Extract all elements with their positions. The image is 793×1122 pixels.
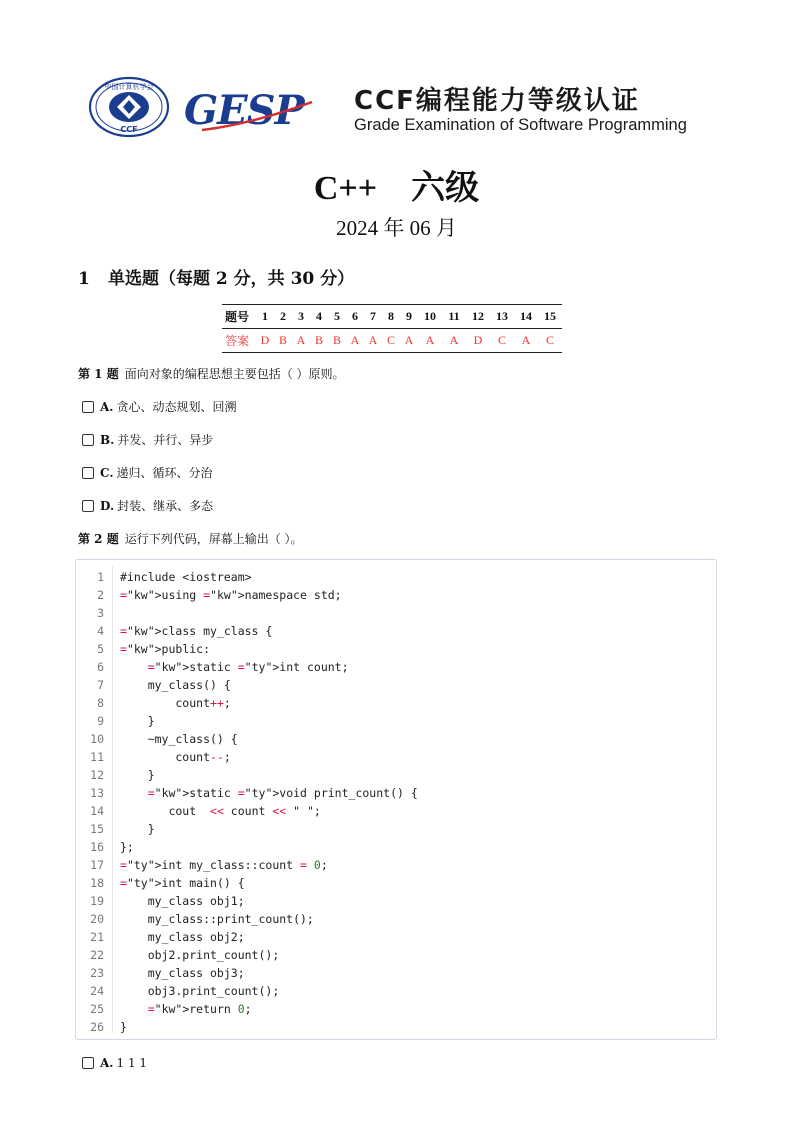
line-number: 3 xyxy=(97,606,104,620)
exam-header-title: CCF编程能力等级认证 xyxy=(354,86,640,116)
code-text: cout << count << " "; xyxy=(120,804,321,818)
code-line xyxy=(76,712,716,730)
line-number: 5 xyxy=(97,642,104,656)
gesp-logo xyxy=(182,84,322,132)
question-number-cell: 2 xyxy=(274,305,292,329)
answer-cell: C xyxy=(382,329,400,353)
answer-cell: B xyxy=(310,329,328,353)
code-text: } xyxy=(120,768,155,782)
code-text: ="kw">public: xyxy=(120,642,211,656)
checkbox-icon[interactable] xyxy=(82,401,94,413)
code-text: obj3.print_count(); xyxy=(120,984,280,998)
answer-cell: A xyxy=(514,329,538,353)
answer-cell: A xyxy=(418,329,442,353)
q1-option-b[interactable] xyxy=(82,431,213,448)
code-text: ="ty">int main() { xyxy=(120,876,245,890)
line-number: 23 xyxy=(90,966,104,980)
code-text: ="kw">class my_class { xyxy=(120,624,273,638)
question-number-cell: 5 xyxy=(328,305,346,329)
code-line xyxy=(76,748,716,766)
line-number: 17 xyxy=(90,858,104,872)
code-line xyxy=(76,856,716,874)
code-text: my_class::print_count(); xyxy=(120,912,314,926)
code-text: my_class() { xyxy=(120,678,231,692)
answer-table-header-row xyxy=(222,305,562,329)
answer-cell: A xyxy=(292,329,310,353)
exam-header-subtitle: Grade Examination of Software Programming xyxy=(354,116,687,134)
answer-table xyxy=(222,304,562,353)
question-text: 运行下列代码，屏幕上输出（ ）。 xyxy=(124,532,303,546)
question-number-cell: 11 xyxy=(442,305,466,329)
section-number: 1 xyxy=(78,269,90,289)
line-number: 12 xyxy=(90,768,104,782)
answer-table-answer-row xyxy=(222,329,562,353)
answer-table-header-label: 题号 xyxy=(222,305,256,329)
q1-option-c[interactable] xyxy=(82,464,213,481)
line-number: 10 xyxy=(90,732,104,746)
code-line xyxy=(76,568,716,586)
question-2 xyxy=(78,530,303,547)
code-line xyxy=(76,694,716,712)
question-number-cell: 8 xyxy=(382,305,400,329)
question-number-cell: 4 xyxy=(310,305,328,329)
answer-cell: A xyxy=(346,329,364,353)
answer-table-answer-label: 答案 xyxy=(222,329,256,353)
code-text: ="kw">static ="ty">int count; xyxy=(147,660,349,674)
line-number: 19 xyxy=(90,894,104,908)
code-line xyxy=(76,784,716,802)
option-text: 1 1 1 xyxy=(116,1056,148,1070)
code-text: #include <iostream> xyxy=(120,570,252,584)
option-letter: D. xyxy=(100,498,115,513)
line-number: 7 xyxy=(97,678,104,692)
q1-option-a[interactable] xyxy=(82,398,237,415)
seal-text: 中国计算机学会 xyxy=(104,83,154,91)
question-number-cell: 1 xyxy=(256,305,274,329)
option-letter: A. xyxy=(100,1056,114,1070)
line-number: 15 xyxy=(90,822,104,836)
option-text: 封装、继承、多态 xyxy=(117,499,214,513)
line-number: 20 xyxy=(90,912,104,926)
option-text: 并发、并行、异步 xyxy=(117,433,214,447)
option-letter: C. xyxy=(100,465,114,480)
line-number: 6 xyxy=(97,660,104,674)
code-line xyxy=(76,910,716,928)
answer-cell: C xyxy=(538,329,562,353)
code-text: my_class obj3; xyxy=(120,966,245,980)
code-line xyxy=(76,838,716,856)
q2-option-a[interactable] xyxy=(82,1056,147,1070)
line-number: 9 xyxy=(97,714,104,728)
line-number: 2 xyxy=(97,588,104,602)
line-number: 8 xyxy=(97,696,104,710)
line-number: 21 xyxy=(90,930,104,944)
ccf-seal-logo xyxy=(88,76,170,138)
exam-header xyxy=(88,76,708,138)
code-line xyxy=(76,586,716,604)
question-number-cell: 6 xyxy=(346,305,364,329)
code-line xyxy=(76,622,716,640)
code-lines xyxy=(76,568,716,1036)
answer-cell: A xyxy=(442,329,466,353)
question-number-cell: 12 xyxy=(466,305,490,329)
code-line xyxy=(76,946,716,964)
line-number: 22 xyxy=(90,948,104,962)
line-number: 16 xyxy=(90,840,104,854)
code-text: ="kw">return 0; xyxy=(147,1002,252,1016)
question-number-cell: 10 xyxy=(418,305,442,329)
section-heading xyxy=(78,264,354,289)
code-line xyxy=(76,982,716,1000)
question-number-cell: 9 xyxy=(400,305,418,329)
code-text: my_class obj2; xyxy=(120,930,245,944)
code-text: ="kw">using ="kw">namespace std; xyxy=(120,588,342,602)
question-number-cell: 15 xyxy=(538,305,562,329)
code-line xyxy=(76,802,716,820)
code-text: count--; xyxy=(120,750,231,764)
answer-cell: B xyxy=(274,329,292,353)
code-line xyxy=(76,820,716,838)
question-number-cell: 7 xyxy=(364,305,382,329)
code-text: } xyxy=(120,822,155,836)
code-line xyxy=(76,892,716,910)
code-text: } xyxy=(120,1020,127,1034)
answer-cell: C xyxy=(490,329,514,353)
code-text: obj2.print_count(); xyxy=(120,948,280,962)
line-number: 11 xyxy=(90,750,104,764)
option-text: 递归、循环、分治 xyxy=(116,466,213,480)
q1-option-d[interactable] xyxy=(82,497,213,514)
code-line xyxy=(76,766,716,784)
code-line xyxy=(76,730,716,748)
option-letter: B. xyxy=(100,432,115,447)
code-text: ="ty">int my_class::count = 0; xyxy=(120,858,328,872)
code-line xyxy=(76,1000,716,1018)
line-number: 1 xyxy=(97,570,104,584)
code-text: ="kw">static ="ty">void print_count() { xyxy=(147,786,418,800)
question-number: 第 1 题 xyxy=(78,367,119,381)
code-text: } xyxy=(120,714,155,728)
checkbox-icon[interactable] xyxy=(82,434,94,446)
line-number: 18 xyxy=(90,876,104,890)
answer-cell: D xyxy=(466,329,490,353)
question-number-cell: 14 xyxy=(514,305,538,329)
code-text: }; xyxy=(120,840,134,854)
checkbox-icon[interactable] xyxy=(82,467,94,479)
code-line xyxy=(76,1018,716,1036)
code-block xyxy=(75,559,717,1040)
line-number: 25 xyxy=(90,1002,104,1016)
question-1 xyxy=(78,365,345,382)
question-number: 第 2 题 xyxy=(78,532,119,546)
code-line xyxy=(76,640,716,658)
gesp-logo-text: GESP xyxy=(184,87,304,132)
line-number: 14 xyxy=(90,804,104,818)
line-number: 24 xyxy=(90,984,104,998)
checkbox-icon[interactable] xyxy=(82,500,94,512)
question-text: 面向对象的编程思想主要包括（ ）原则。 xyxy=(124,367,345,381)
option-text: 贪心、动态规划、回溯 xyxy=(116,400,237,414)
section-title: 单选题（每题 2 分，共 30 分） xyxy=(108,269,355,289)
document-date: 2024 年 06 月 xyxy=(336,216,457,240)
line-number: 4 xyxy=(97,624,104,638)
code-text: my_class obj1; xyxy=(120,894,245,908)
question-number-cell: 3 xyxy=(292,305,310,329)
answer-cell: B xyxy=(328,329,346,353)
line-number: 26 xyxy=(90,1020,104,1034)
answer-cell: A xyxy=(400,329,418,353)
code-line xyxy=(76,964,716,982)
code-line xyxy=(76,928,716,946)
code-line xyxy=(76,658,716,676)
document-title: C++ 六级 xyxy=(313,170,480,207)
line-number: 13 xyxy=(90,786,104,800)
option-letter: A. xyxy=(100,399,114,414)
checkbox-icon[interactable] xyxy=(82,1057,94,1069)
code-text: count++; xyxy=(120,696,231,710)
answer-cell: A xyxy=(364,329,382,353)
code-line xyxy=(76,604,716,622)
code-line xyxy=(76,874,716,892)
answer-cell: D xyxy=(256,329,274,353)
code-line xyxy=(76,676,716,694)
question-number-cell: 13 xyxy=(490,305,514,329)
seal-abbr: CCF xyxy=(120,125,138,134)
code-text: ~my_class() { xyxy=(120,732,238,746)
